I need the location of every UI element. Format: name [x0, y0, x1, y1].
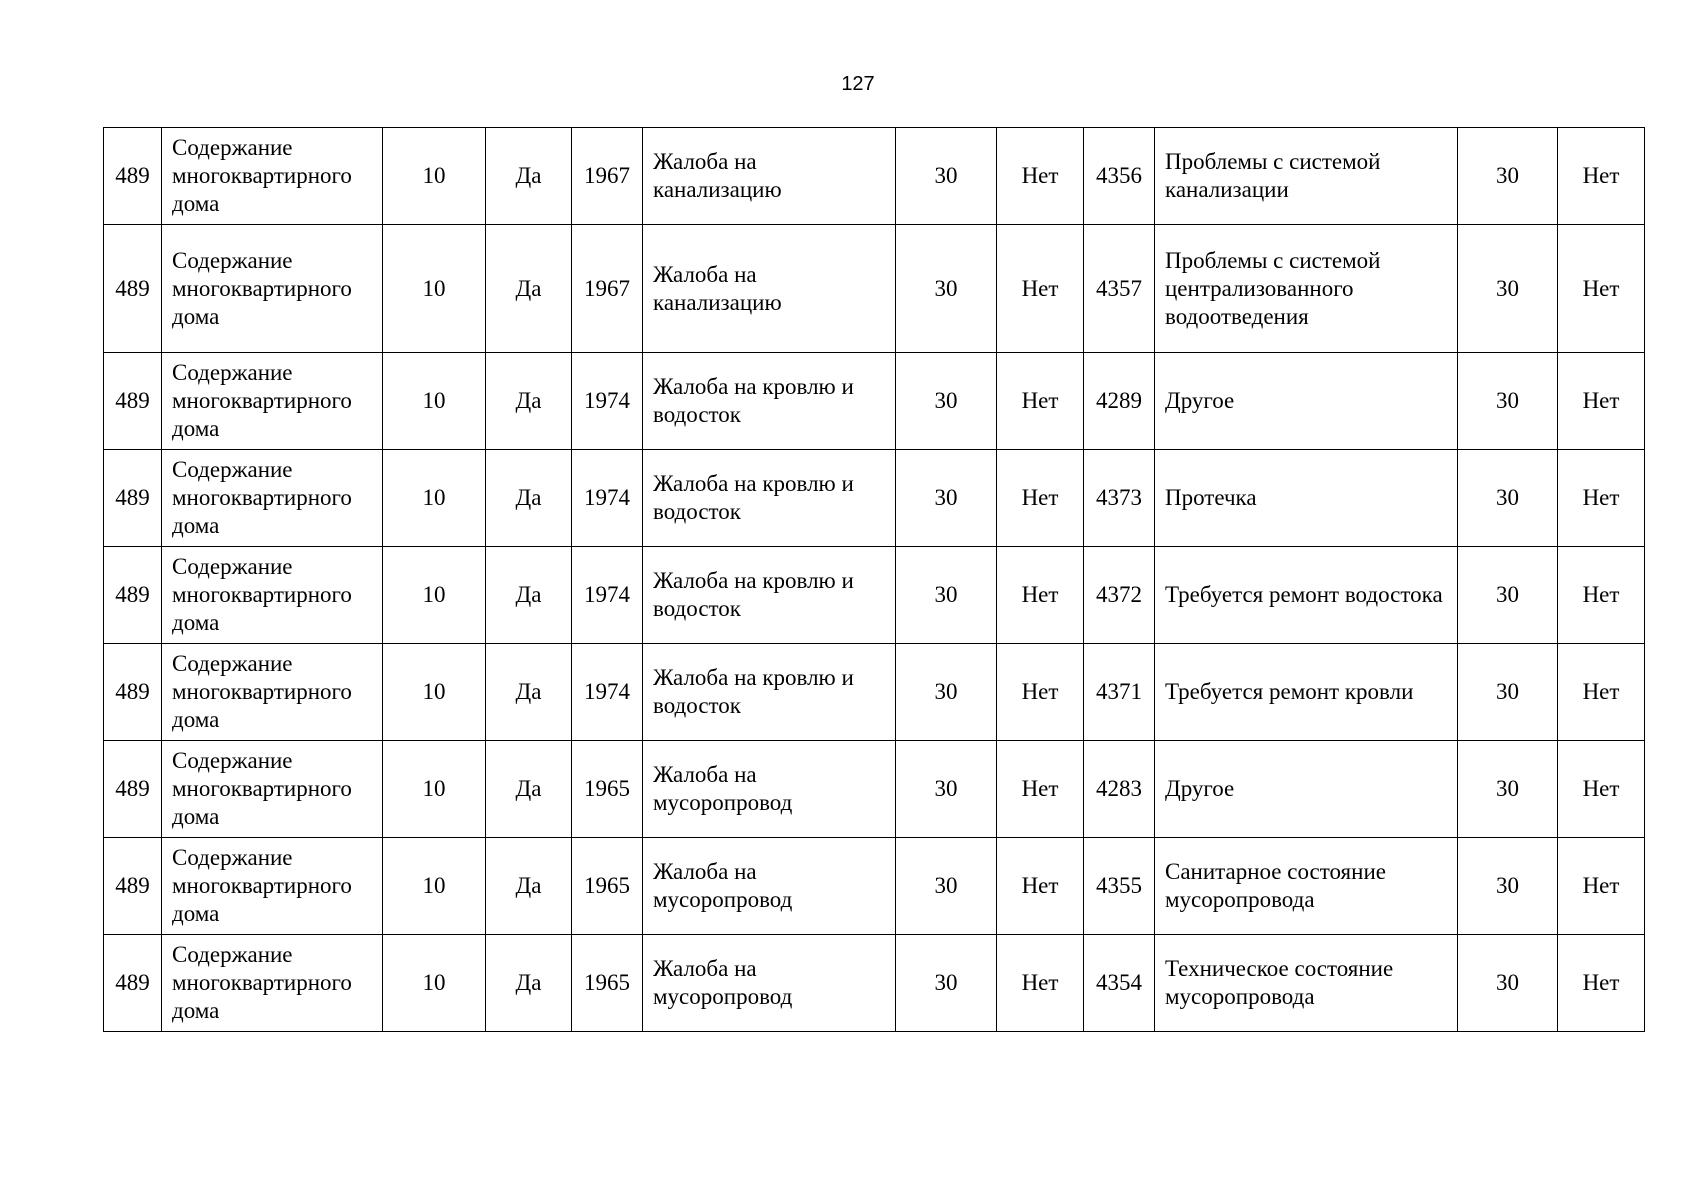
cell-flag-c: Нет [1558, 741, 1645, 838]
cell-subtype-id: 4356 [1084, 128, 1155, 225]
cell-code: 489 [104, 225, 162, 353]
cell-type-id: 1965 [572, 935, 643, 1032]
cell-flag-a: Да [486, 644, 572, 741]
cell-flag-c: Нет [1558, 644, 1645, 741]
cell-flag-b: Нет [997, 353, 1084, 450]
cell-flag-b: Нет [997, 741, 1084, 838]
cell-term-2: 30 [1458, 353, 1558, 450]
cell-flag-a: Да [486, 225, 572, 353]
cell-flag-b: Нет [997, 644, 1084, 741]
cell-term: 30 [896, 838, 997, 935]
cell-type-id: 1974 [572, 644, 643, 741]
cell-term-2: 30 [1458, 838, 1558, 935]
cell-category: Содержание многоквартирного дома [162, 353, 383, 450]
cell-flag-b: Нет [997, 128, 1084, 225]
cell-days: 10 [383, 935, 486, 1032]
cell-code: 489 [104, 128, 162, 225]
cell-flag-a: Да [486, 128, 572, 225]
cell-category: Содержание многоквартирного дома [162, 547, 383, 644]
cell-category: Содержание многоквартирного дома [162, 935, 383, 1032]
table-row [104, 838, 1645, 935]
table-row [104, 450, 1645, 547]
cell-subtype: Проблемы с системой канализации [1155, 128, 1458, 225]
cell-subtype: Требуется ремонт водостока [1155, 547, 1458, 644]
cell-code: 489 [104, 450, 162, 547]
table-row [104, 935, 1645, 1032]
cell-flag-c: Нет [1558, 225, 1645, 353]
cell-days: 10 [383, 838, 486, 935]
cell-flag-a: Да [486, 741, 572, 838]
cell-days: 10 [383, 741, 486, 838]
cell-days: 10 [383, 225, 486, 353]
table-row [104, 353, 1645, 450]
cell-subtype: Требуется ремонт кровли [1155, 644, 1458, 741]
cell-complaint: Жалоба на кровлю и водосток [643, 450, 896, 547]
cell-term-2: 30 [1458, 128, 1558, 225]
table-row [104, 741, 1645, 838]
cell-subtype-id: 4357 [1084, 225, 1155, 353]
cell-complaint: Жалоба на кровлю и водосток [643, 547, 896, 644]
cell-days: 10 [383, 547, 486, 644]
cell-term-2: 30 [1458, 547, 1558, 644]
cell-flag-b: Нет [997, 547, 1084, 644]
cell-flag-a: Да [486, 838, 572, 935]
cell-flag-a: Да [486, 450, 572, 547]
cell-category: Содержание многоквартирного дома [162, 450, 383, 547]
cell-flag-a: Да [486, 353, 572, 450]
cell-flag-c: Нет [1558, 450, 1645, 547]
cell-days: 10 [383, 353, 486, 450]
cell-subtype: Техническое состояние мусоропровода [1155, 935, 1458, 1032]
cell-code: 489 [104, 547, 162, 644]
cell-term-2: 30 [1458, 644, 1558, 741]
cell-subtype: Другое [1155, 741, 1458, 838]
cell-term: 30 [896, 450, 997, 547]
cell-subtype-id: 4283 [1084, 741, 1155, 838]
cell-type-id: 1965 [572, 741, 643, 838]
cell-code: 489 [104, 838, 162, 935]
cell-term-2: 30 [1458, 935, 1558, 1032]
cell-flag-c: Нет [1558, 935, 1645, 1032]
cell-term: 30 [896, 128, 997, 225]
cell-term-2: 30 [1458, 450, 1558, 547]
page-number: 127 [841, 73, 875, 95]
cell-term-2: 30 [1458, 225, 1558, 353]
cell-complaint: Жалоба на мусоропровод [643, 741, 896, 838]
table-row [104, 225, 1645, 353]
cell-days: 10 [383, 644, 486, 741]
cell-type-id: 1967 [572, 128, 643, 225]
cell-flag-b: Нет [997, 450, 1084, 547]
cell-code: 489 [104, 741, 162, 838]
cell-term-2: 30 [1458, 741, 1558, 838]
cell-subtype-id: 4373 [1084, 450, 1155, 547]
cell-flag-c: Нет [1558, 128, 1645, 225]
cell-category: Содержание многоквартирного дома [162, 128, 383, 225]
cell-type-id: 1974 [572, 353, 643, 450]
cell-complaint: Жалоба на мусоропровод [643, 838, 896, 935]
cell-term: 30 [896, 225, 997, 353]
cell-complaint: Жалоба на канализацию [643, 128, 896, 225]
cell-flag-c: Нет [1558, 547, 1645, 644]
cell-days: 10 [383, 128, 486, 225]
cell-type-id: 1965 [572, 838, 643, 935]
cell-subtype-id: 4372 [1084, 547, 1155, 644]
cell-category: Содержание многоквартирного дома [162, 644, 383, 741]
table-row [104, 128, 1645, 225]
cell-type-id: 1967 [572, 225, 643, 353]
cell-flag-b: Нет [997, 935, 1084, 1032]
cell-days: 10 [383, 450, 486, 547]
cell-subtype-id: 4289 [1084, 353, 1155, 450]
cell-subtype: Санитарное состояние мусоропровода [1155, 838, 1458, 935]
cell-term: 30 [896, 353, 997, 450]
cell-code: 489 [104, 935, 162, 1032]
cell-flag-c: Нет [1558, 838, 1645, 935]
cell-complaint: Жалоба на кровлю и водосток [643, 644, 896, 741]
cell-code: 489 [104, 644, 162, 741]
table-row [104, 644, 1645, 741]
cell-category: Содержание многоквартирного дома [162, 225, 383, 353]
cell-term: 30 [896, 741, 997, 838]
cell-complaint: Жалоба на канализацию [643, 225, 896, 353]
cell-subtype-id: 4354 [1084, 935, 1155, 1032]
cell-flag-c: Нет [1558, 353, 1645, 450]
cell-subtype-id: 4355 [1084, 838, 1155, 935]
cell-subtype: Другое [1155, 353, 1458, 450]
data-table [103, 127, 1645, 1032]
cell-complaint: Жалоба на кровлю и водосток [643, 353, 896, 450]
cell-flag-b: Нет [997, 838, 1084, 935]
cell-complaint: Жалоба на мусоропровод [643, 935, 896, 1032]
cell-flag-a: Да [486, 935, 572, 1032]
cell-type-id: 1974 [572, 547, 643, 644]
cell-term: 30 [896, 935, 997, 1032]
table-body [104, 128, 1645, 1032]
cell-flag-b: Нет [997, 225, 1084, 353]
cell-term: 30 [896, 547, 997, 644]
cell-category: Содержание многоквартирного дома [162, 838, 383, 935]
cell-subtype: Проблемы с системой централизованного водоотведения [1155, 225, 1458, 353]
cell-subtype-id: 4371 [1084, 644, 1155, 741]
table-row [104, 547, 1645, 644]
cell-term: 30 [896, 644, 997, 741]
cell-flag-a: Да [486, 547, 572, 644]
cell-subtype: Протечка [1155, 450, 1458, 547]
cell-code: 489 [104, 353, 162, 450]
cell-category: Содержание многоквартирного дома [162, 741, 383, 838]
cell-type-id: 1974 [572, 450, 643, 547]
